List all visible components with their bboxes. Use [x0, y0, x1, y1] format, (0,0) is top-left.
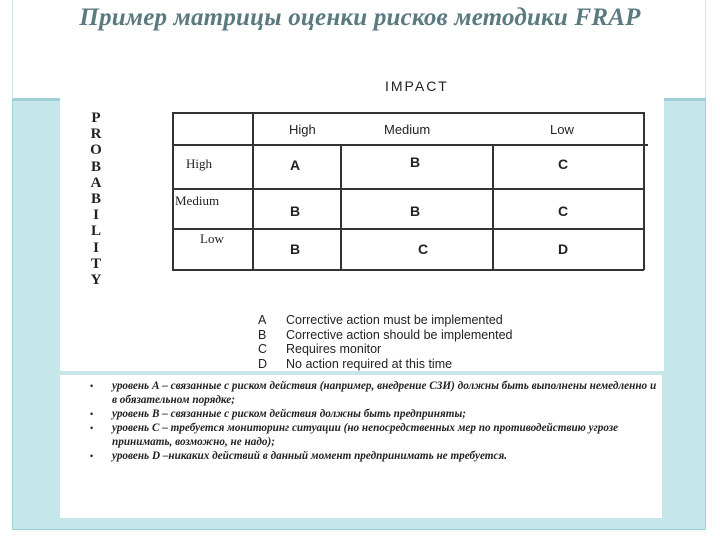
cell-low-medium: C [418, 241, 429, 257]
probability-letter: I [93, 239, 99, 256]
list-item [60, 421, 662, 449]
note-text: уровень А – связанные с риском действия (например, внедрение СЗИ) должны быть выполнены немедленно и в обязательном порядке; [112, 380, 657, 406]
note-text: уровень В – связанные с риском действия должны быть предприняты; [112, 408, 466, 420]
bullet-icon: • [90, 423, 94, 433]
probability-letter: R [90, 126, 102, 143]
legend-code: A [258, 313, 267, 327]
cell-high-low: C [558, 156, 569, 172]
legend-code: C [258, 342, 268, 356]
grid-line [172, 112, 644, 114]
cell-high-high: A [290, 157, 301, 173]
probability-letter: I [93, 207, 99, 224]
legend-text: Requires monitor [286, 342, 382, 356]
note-text: уровень D –никаких действий в данный момент предпринимать не требуется. [112, 450, 508, 462]
grid-line [172, 269, 644, 271]
legend-item [258, 328, 513, 343]
probability-letter: L [90, 223, 101, 240]
legend-item [258, 313, 513, 328]
row-header-low: Low [200, 231, 224, 246]
bullet-icon: • [90, 451, 94, 461]
grid-line [172, 228, 644, 230]
list-item [60, 379, 662, 407]
probability-letter: Y [90, 272, 102, 289]
probability-letter: O [90, 142, 102, 159]
cell-medium-low: C [558, 203, 569, 219]
grid-line [172, 112, 174, 270]
legend-text: Corrective action must be implemented [286, 313, 503, 327]
legend-item [258, 342, 513, 357]
column-header-high: High [289, 122, 316, 137]
legend-code: B [258, 327, 267, 342]
slide-title: Пример матрицы оценки рисков методики FRAP [79, 4, 641, 31]
grid-line [643, 112, 645, 270]
bullet-icon: • [90, 409, 94, 419]
cell-low-low: D [558, 241, 569, 257]
grid-line [340, 144, 342, 270]
grid-line [492, 144, 494, 270]
note-text: уровень С – требуется мониторинг ситуации (но непосредственных мер по противодействию угрозе принимать, возможно, не надо); [112, 422, 619, 448]
grid-line [172, 188, 644, 190]
impact-axis-label: IMPACT [385, 78, 449, 94]
row-header-high: High [186, 156, 212, 171]
grid-line [252, 112, 254, 270]
bullet-icon: • [90, 381, 94, 391]
probability-letter: P [91, 110, 101, 126]
cell-high-medium: B [410, 154, 421, 170]
legend-item [258, 357, 513, 372]
probability-letter: T [90, 255, 101, 272]
row-header-medium: Medium [175, 193, 220, 208]
risk-level-notes [60, 375, 662, 518]
cell-low-high: B [290, 241, 301, 257]
list-item [60, 449, 662, 463]
notes-list [60, 375, 662, 463]
grid-line [172, 144, 648, 146]
cell-medium-high: B [290, 203, 301, 219]
probability-letter: B [90, 191, 101, 208]
cell-medium-medium: B [410, 203, 421, 219]
legend-text: No action required at this time [286, 356, 453, 371]
probability-letter: B [90, 158, 101, 175]
column-header-low: Low [550, 122, 574, 137]
legend-code: D [258, 356, 268, 371]
probability-axis-label [86, 110, 106, 288]
probability-letter: A [90, 174, 102, 191]
matrix-legend [258, 313, 513, 371]
legend-text: Corrective action should be implemented [286, 327, 513, 342]
list-item [60, 407, 662, 421]
column-header-medium: Medium [384, 122, 431, 137]
